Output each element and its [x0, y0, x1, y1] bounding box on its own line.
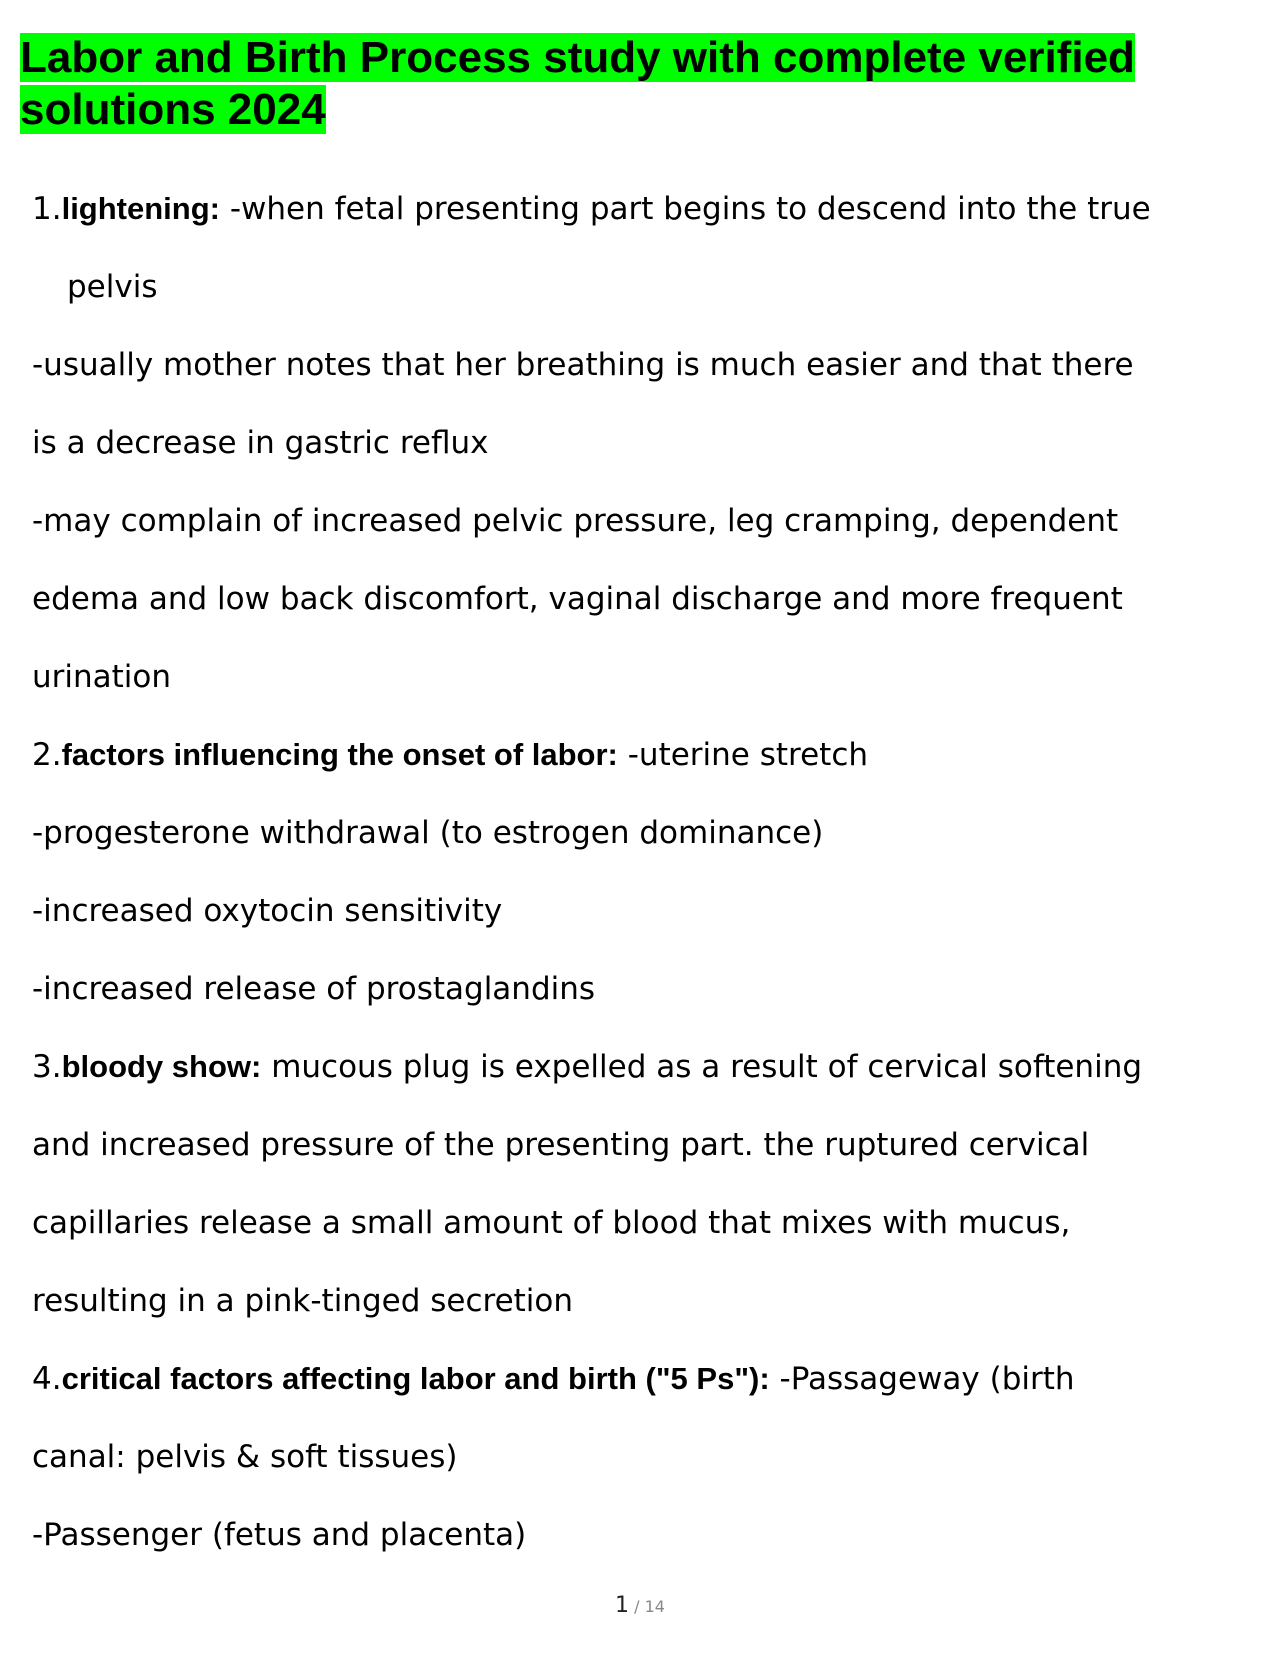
document-header	[20, 32, 1260, 136]
item-term: factors influencing the onset of labor:	[61, 737, 618, 772]
item-term: bloody show:	[61, 1049, 262, 1084]
item-1-line-2: pelvis	[67, 269, 158, 305]
item-3-heading-line	[32, 1028, 1262, 1106]
item-1-heading-line	[32, 170, 1262, 248]
item-text: -when fetal presenting part begins to descend into the true	[219, 191, 1151, 227]
item-term: lightening:	[61, 191, 220, 226]
item-number: 4.	[32, 1361, 62, 1397]
item-3-line-2: and increased pressure of the presenting part. the ruptured cervical	[32, 1127, 1090, 1163]
item-1-line-5: -may complain of increased pelvic pressure, leg cramping, dependent	[32, 503, 1119, 539]
item-4-heading-line	[32, 1340, 1262, 1418]
page-indicator	[0, 1593, 1280, 1618]
item-1-line-3: -usually mother notes that her breathing is much easier and that there	[32, 347, 1134, 383]
item-1-line-4: is a decrease in gastric reflux	[32, 425, 489, 461]
item-number: 1.	[32, 191, 62, 227]
item-1-line-7: urination	[32, 659, 172, 695]
page-total: / 14	[634, 1597, 665, 1616]
item-1-line-6: edema and low back discomfort, vaginal discharge and more frequent	[32, 581, 1123, 617]
page-current: 1	[615, 1593, 630, 1618]
item-4-line-2: canal: pelvis & soft tissues)	[32, 1439, 458, 1475]
item-2-line-2: -progesterone withdrawal (to estrogen dominance)	[32, 815, 824, 851]
item-4-line-3: -Passenger (fetus and placenta)	[32, 1517, 527, 1553]
document-title	[20, 32, 1260, 136]
item-3-line-4: resulting in a pink-tinged secretion	[32, 1283, 574, 1319]
item-2-heading-line	[32, 716, 1262, 794]
item-number: 2.	[32, 737, 62, 773]
document-body	[32, 170, 1262, 1574]
item-text: -Passageway (birth	[769, 1361, 1075, 1397]
item-term: critical factors affecting labor and birth ("5 Ps"):	[61, 1361, 770, 1396]
item-text: mucous plug is expelled as a result of cervical softening	[261, 1049, 1143, 1085]
item-2-line-3: -increased oxytocin sensitivity	[32, 893, 503, 929]
item-2-line-4: -increased release of prostaglandins	[32, 971, 596, 1007]
item-3-line-3: capillaries release a small amount of blood that mixes with mucus,	[32, 1205, 1071, 1241]
item-number: 3.	[32, 1049, 62, 1085]
item-text: -uterine stretch	[617, 737, 869, 773]
document-title-text: Labor and Birth Process study with complete verified solutions 2024	[20, 33, 1135, 134]
